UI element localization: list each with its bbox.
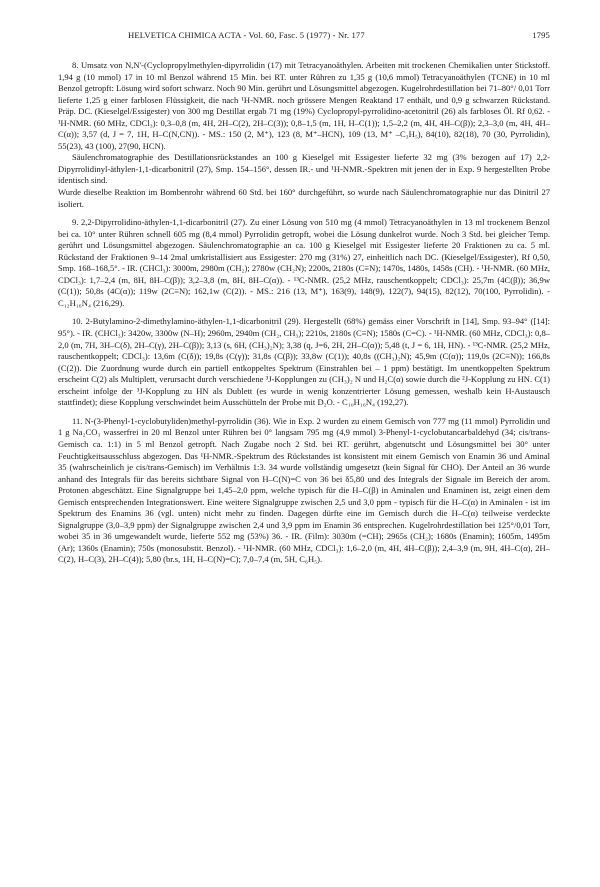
paragraph-exp9: 9. 2,2-Dipyrrolidino-äthylen-1,1-dicarbonitril (27). Zu einer Lösung von 510 mg (4 mmol) Tetracyanoäthylen in 13 ml trockenem Benzol bei ca. 10° unter Rühren schnell 605 mg (8,4 mmol) Pyrrolidin getropft, wobei die Lösung dunkelrot wurde. Noch 3 Std. bei gleicher Temp. gerührt und Lösungsmittel abgezogen. Säulenchromatographie an ca. 100 g Kieselgel mit Essigester lieferte 20 Fraktionen zu ca. 5 ml. Rückstand der Fraktionen 9–14 2mal umkristallisiert aus Essigester: 270 mg (31%) 27, einheitlich nach DC. (Kieselgel/Essigester), Rf 0,50, Smp. 168–168,5°. - IR. (CHCl₃): 3000m, 2980m (CH₂); 2780w (CH₂N); 2200s, 2180s (C≡N); 1470s, 1480s, 1458s (CH). - ¹H-NMR. (60 MHz, CDCl₃): 1,7–2,4 (m, 8H, 8H–C(β)); 3,2–3,8 (m, 8H, 8H–C(α)). - ¹³C-NMR. (25,2 MHz, rauschentkoppelt; CDCl₃): 25,7m (4C(β)); 36,9w (C(1)); 50,8s (4C(α)); 119w (2C≡N); 162,1w (C(2)). - MS.: 216 (13, M⁺), 163(9), 148(9), 122(7), 94(15), 82(12), 70(100, Pyrrolidin). - C₁₂H₁₆N₄ (216,29). <box>58 217 550 308</box>
paragraph-exp11: 11. N-(3-Phenyl-1-cyclobutyliden)methyl-pyrrolidin (36). Wie in Exp. 2 wurden zu einem Gemisch von 777 mg (11 mmol) Pyrrolidin und 1 g Na₂CO₃ wasserfrei in 20 ml Benzol unter Rühren bei 0° langsam 795 mg (4,9 mmol) 3-Phenyl-1-cyclobutancarbaldehyd (34; cis/trans-Gemisch ca. 1:1) in 5 ml Benzol getropft. Nach Zugabe noch 2 Std. bei RT. gerührt, abgenutscht und Lösungsmittel bei 30° unter Feuchtigkeitsausschluss abgezogen. Das ¹H-NMR.-Spektrum des Rückstandes ist konsistent mit einem Gemisch von Enamin 36 und Aminal 35 (wahrscheinlich je cis/trans-Gemisch) im Verhältnis 1:3. 34 wurde vollständig umgesetzt (kein Signal für CHO). Der Anteil an 36 wurde anhand des Integrals für das bereits sichtbare Signal von H–C(N)=C von 36 bei δ5,80 und des Integrals der Signale im Bereich der arom. Protonen abgeschätzt. Eine Signalgruppe bei 1,45–2,0 ppm, welche typisch für die H–C(β) in Aminalen und Enaminen ist, zeigt einen dem Gemisch entsprechenden Integrationswert. Eine weitere Signalgruppe zwischen 2,5 und 3,0 ppm - typisch für die H–C(α) in Aminalen - ist im Spektrum des Enamins 36 (vgl. unten) nicht mehr zu finden. Dagegen dürfte eine im Gemisch durch die H–C(α) teilweise verdeckte Signalgruppe (3,0–3,9 ppm) der Signalgruppe zwischen 2,4 und 3,9 ppm im Enamin 36 entsprechen. Kugelrohrdestillation bei 125°/0,01 Torr, wobei 35 in 36 umgewandelt wurde, lieferte 552 mg (53%) 36. - IR. (Film): 3030m (=CH); 2965s (CH₂); 1680s (Enamin); 1605m, 1495m (Ar); 1360s (Enamin); 750s (monosubstit. Benzol). - ¹H-NMR. (60 MHz, CDCl₃): 1,6–2,0 (m, 4H, 4H–C(β)); 2,4–3,9 (m, 9H, 4H–C(α), 2H–C(2), H–C(3), 2H–C(4)); 5,80 (br.s, 1H, H–C(N)=C); 7,0–7,4 (m, 5H, C₆H₅). <box>58 415 550 565</box>
journal-title: HELVETICA CHIMICA ACTA - Vol. 60, Fasc. 5 (1977) - Nr. 177 <box>128 30 365 40</box>
article-body <box>58 60 550 566</box>
running-header <box>58 30 550 44</box>
journal-page <box>58 30 550 566</box>
paragraph-exp8-bomb: Wurde dieselbe Reaktion im Bombenrohr während 60 Std. bei 160° durchgeführt, so wurde nach Säulenchromatographie nur das Dinitril 27 isoliert. <box>58 187 550 209</box>
paragraph-exp10: 10. 2-Butylamino-2-dimethylamino-äthylen-1,1-dicarbonitril (29). Hergestellt (68%) gemäss einer Vorschrift in [14], Smp. 93–94° ([14]: 95°). - IR. (CHCl₃): 3420w, 3300w (N–H); 2960m, 2940m (CH₂, CH₃); 2210s, 2180s (C≡N); 1580s (C=C). - ¹H-NMR. (60 MHz, CDCl₃): 0,8–2,0 (m, 7H, 3H–C(δ), 2H–C(γ), 2H–C(β)); 3,13 (s, 6H, (CH₃)₂N); 3,38 (q, J=6, 2H, 2H–C(α)); 5,48 (t, J = 6, 1H, HN). - ¹³C-NMR. (25,2 MHz, rauschentkoppelt; CDCl₃): 13,6m (C(δ)); 19,8s (C(γ)); 31,8s (C(β)); 33,8w (C(1)); 40,8s ((CH₃)₂N); 45,9m (C(α)); 119,0s (2C≡N)); 166,8s (C(2)). Die Zuordnung wurde durch ein partiell entkoppeltes Spektrum (Einstrahlen bei – 1 ppm) bestätigt. Im unentkoppelten Spektrum erscheint C(2) als Multiplett, verursacht durch verschiedene ³J-Kopplungen zu (CH₃)₂ N und H₂C(α) sowie durch die ²J-Kopplung zu HN. C(1) erscheint infolge der ³J-Kopplung zu HN als Dublett (es wurde in wenig konzentrierter Lösung gemessen, weshalb kein H-Austausch stattfindet); diese Kopplung verschwindet beim Ausschütteln der Probe mit D₂O. - C₁₀H₁₆N₄ (192,27). <box>58 316 550 408</box>
paragraph-exp8: 8. Umsatz von N,N'-(Cyclopropylmethylen-dipyrrolidin (17) mit Tetracyanoäthylen. Arbeiten mit trockenen Chemikalien unter Stickstoff. 1,94 g (10 mmol) 17 in 10 ml Benzol während 15 Min. bei RT. unter Rühren zu 1,35 g (10,6 mmol) Tetracyanoäthylen (TCNE) in 10 ml Benzol getropft: Lösung wird sofort schwarz. Noch 90 Min. gerührt und Lösungsmittel abgezogen. Kugelrohrdestillation bei 71–80°/ 0,01 Torr lieferte 1,25 g einer farblosen Flüssigkeit, die nach ¹H-NMR. noch grössere Mengen Reaktand 17 enthält, und 0,9 g schwarzen Rückstand. Präp. DC. (Kieselgel/Essigester) von 300 mg Destillat ergab 71 mg (19%) Cyclopropyl-pyrrolidino-acetonitril (26) als farbloses Öl. Rf 0,62. - ¹H-NMR. (60 MHz, CDCl₃): 0,3–0,8 (m, 4H, 2H–C(2), 2H–C(3)); 0,8–1,5 (m, 1H, H–C(1)); 1,5–2,2 (m, 4H, 4H–C(β)); 2,3–3,0 (m, 4H, 4H–C(α)); 3,57 (d, J = 7, 1H, H–C(N,CN)). - MS.: 150 (2, M⁺), 123 (8, M⁺–HCN), 109 (13, M⁺ –C₃H₅), 84(10), 82(18), 70 (30, Pyrrolidin), 55(23), 43 (100), 27(90, HCN). <box>58 60 550 151</box>
paragraph-exp8-chromatography: Säulenchromatographie des Destillationsrückstandes an 100 g Kieselgel mit Essigester lieferte 32 mg (3% bezogen auf 17) 2,2-Dipyrrolidinyl-äthylen-1,1-dicarbonitril (27), Smp. 154–156°, dessen IR.- und ¹H-NMR.-Spektren mit jenen der in Exp. 9 hergestellten Probe identisch sind. <box>58 152 550 186</box>
page-number: 1795 <box>532 30 550 40</box>
